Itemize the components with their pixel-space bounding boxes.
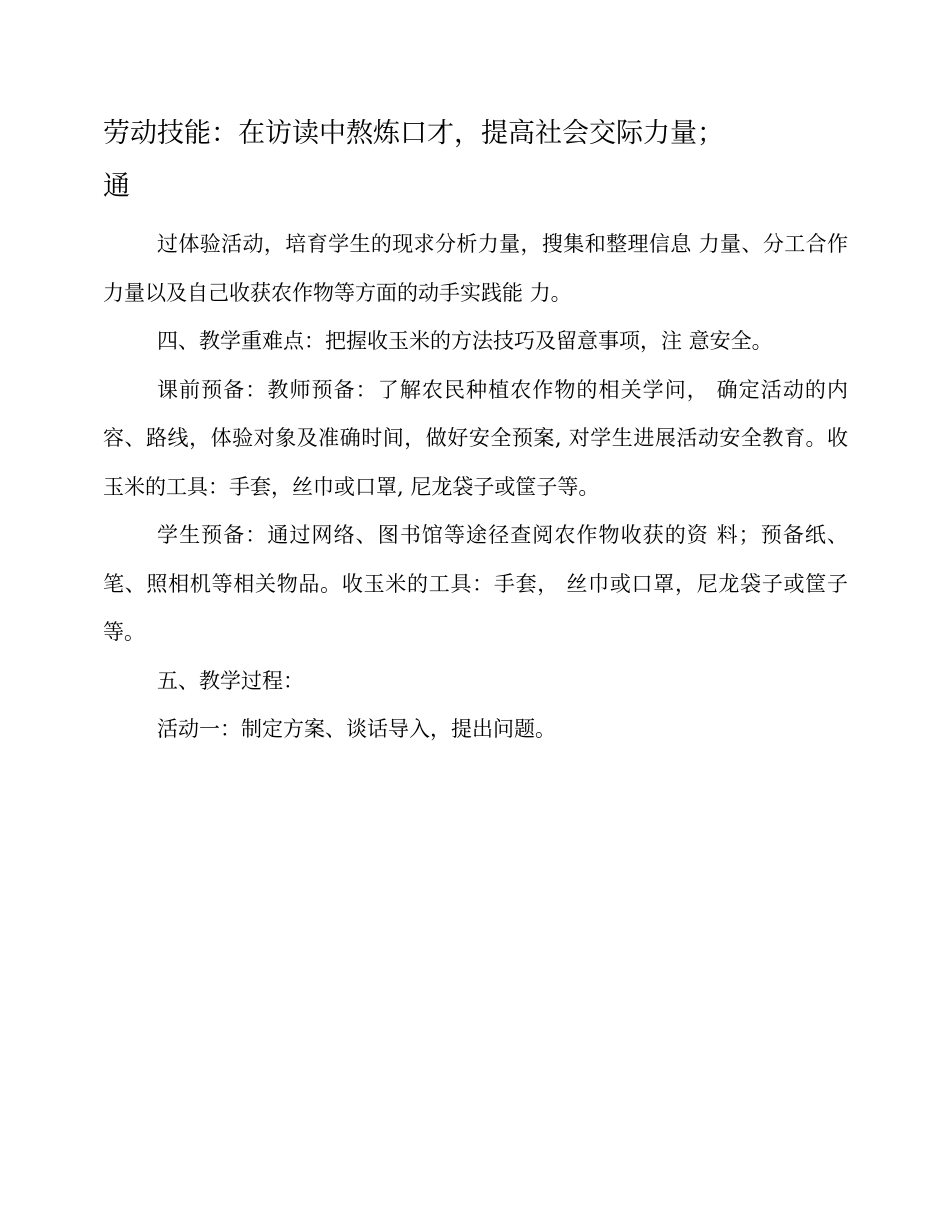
heading-line-1: 劳动技能：在访读中熬炼口才，提高社会交际力量； (103, 118, 724, 149)
paragraph-ability-goals: 过体验活动，培育学生的现求分析力量，搜集和整理信息 力量、分工合作力量以及自己收获农作物等方面的动手实践能 力。 (103, 232, 848, 305)
paragraph-teaching-process: 五、教学过程： (157, 668, 304, 693)
paragraph-teacher-preparation: 课前预备：教师预备：了解农民种植农作物的相关学问， 确定活动的内容、路线，体验对象及准确时间，做好安全预案, 对学生进展活动安全教育。收玉米的工具：手套，丝巾或口罩, 尼龙袋子或筐子等。 (103, 377, 848, 499)
body-text (103, 220, 848, 754)
paragraph-student-preparation: 学生预备：通过网络、图书馆等途径查阅农作物收获的资 料；预备纸、笔、照相机等相关物品。收玉米的工具：手套， 丝巾或口罩，尼龙袋子或筐子等。 (103, 523, 848, 644)
paragraph-activity-one: 活动一：制定方案、谈话导入，提出问题。 (157, 717, 556, 741)
heading-line-2: 通 (103, 171, 130, 202)
paragraph-key-difficulties: 四、教学重难点：把握收玉米的方法技巧及留意事项，注 意安全。 (157, 329, 773, 353)
